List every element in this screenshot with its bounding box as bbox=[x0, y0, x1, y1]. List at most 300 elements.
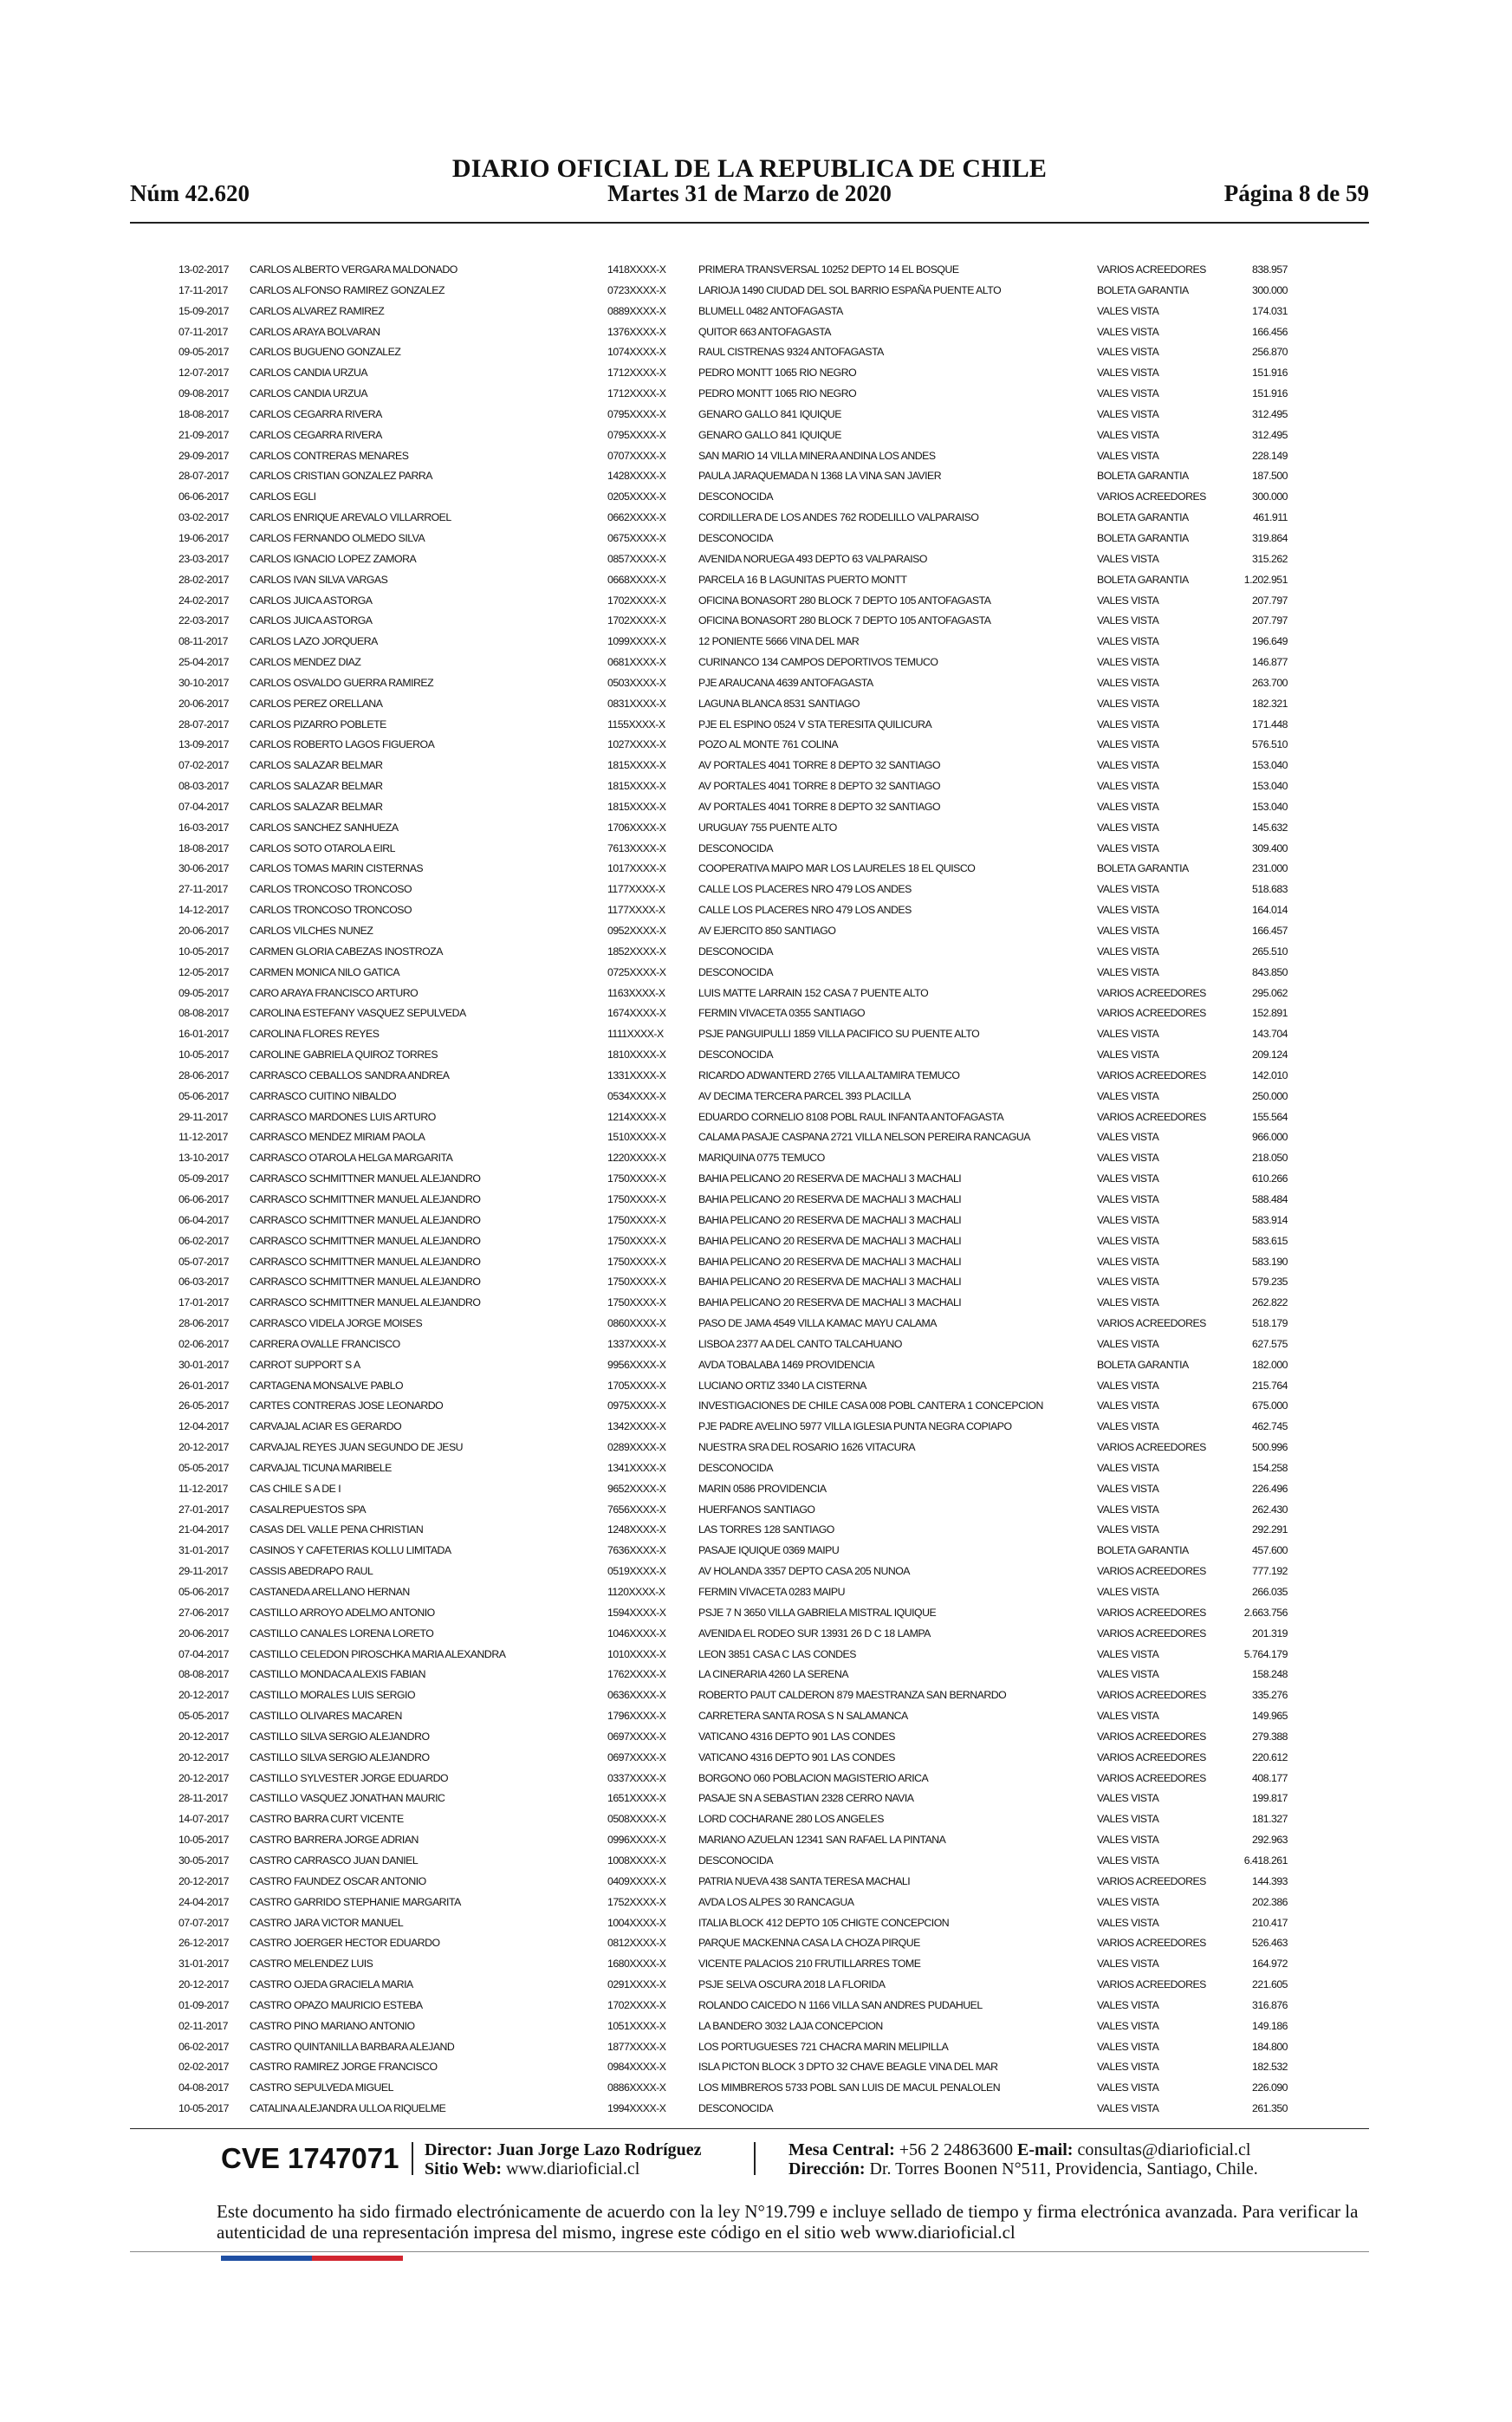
address-cell: LUIS MATTE LARRAIN 152 CASA 7 PUENTE ALTO bbox=[698, 986, 929, 999]
table-row bbox=[178, 1066, 1340, 1087]
type-cell: VALES VISTA bbox=[1097, 1049, 1159, 1062]
type-cell: VALES VISTA bbox=[1097, 2040, 1159, 2053]
amount-cell: 583.914 bbox=[1252, 1213, 1288, 1226]
rut-cell: 0886XXXX-X bbox=[607, 2081, 666, 2094]
address-cell: LORD COCHARANE 280 LOS ANGELES bbox=[698, 1813, 884, 1826]
type-cell: VALES VISTA bbox=[1097, 1482, 1159, 1495]
address-cell: PSJE 7 N 3650 VILLA GABRIELA MISTRAL IQUIQUE bbox=[698, 1606, 937, 1619]
address-cell: MARIANO AZUELAN 12341 SAN RAFAEL LA PINTANA bbox=[698, 1834, 946, 1847]
date-cell: 06-02-2017 bbox=[178, 2040, 229, 2053]
address-cell: OFICINA BONASORT 280 BLOCK 7 DEPTO 105 ANTOFAGASTA bbox=[698, 594, 991, 607]
date-cell: 11-12-2017 bbox=[178, 1482, 228, 1495]
date-cell: 22-03-2017 bbox=[178, 614, 229, 627]
type-cell: VALES VISTA bbox=[1097, 925, 1159, 937]
address-cell: RICARDO ADWANTERD 2765 VILLA ALTAMIRA TEMUCO bbox=[698, 1068, 960, 1081]
name-cell: CARRASCO MENDEZ MIRIAM PAOLA bbox=[250, 1131, 425, 1144]
address-cell: LISBOA 2377 AA DEL CANTO TALCAHUANO bbox=[698, 1337, 902, 1350]
date-cell: 17-11-2017 bbox=[178, 283, 228, 296]
rut-cell: 1752XXXX-X bbox=[607, 1895, 666, 1908]
date-cell: 13-10-2017 bbox=[178, 1152, 229, 1165]
flag-stripe-red bbox=[312, 2256, 403, 2261]
address-cell: AV PORTALES 4041 TORRE 8 DEPTO 32 SANTIAGO bbox=[698, 780, 941, 793]
amount-cell: 210.417 bbox=[1252, 1916, 1288, 1929]
rut-cell: 1994XXXX-X bbox=[607, 2102, 666, 2115]
name-cell: CARLOS ARAYA BOLVARAN bbox=[250, 325, 380, 338]
amount-cell: 316.876 bbox=[1252, 1998, 1288, 2011]
table-row bbox=[178, 1582, 1340, 1603]
name-cell: CASTRO MELENDEZ LUIS bbox=[250, 1958, 373, 1971]
rut-cell: 1651XXXX-X bbox=[607, 1792, 666, 1805]
amount-cell: 263.700 bbox=[1252, 676, 1288, 689]
date-cell: 14-07-2017 bbox=[178, 1813, 229, 1826]
address-cell: DESCONOCIDA bbox=[698, 2102, 774, 2115]
type-cell: VALES VISTA bbox=[1097, 759, 1159, 772]
name-cell: CASTRO SEPULVEDA MIGUEL bbox=[250, 2081, 393, 2094]
address-cell: VATICANO 4316 DEPTO 901 LAS CONDES bbox=[698, 1730, 895, 1743]
rut-cell: 7613XXXX-X bbox=[607, 841, 666, 854]
address-cell: LA CINERARIA 4260 LA SERENA bbox=[698, 1668, 849, 1681]
type-cell: VALES VISTA bbox=[1097, 614, 1159, 627]
rut-cell: 0725XXXX-X bbox=[607, 965, 666, 978]
address-cell: LOS MIMBREROS 5733 POBL SAN LUIS DE MACUL PENALOLEN bbox=[698, 2081, 1001, 2094]
table-row bbox=[178, 302, 1340, 322]
amount-cell: 300.000 bbox=[1252, 283, 1288, 296]
type-cell: VALES VISTA bbox=[1097, 656, 1159, 669]
name-cell: CASTILLO VASQUEZ JONATHAN MAURIC bbox=[250, 1792, 445, 1805]
table-row bbox=[178, 446, 1340, 467]
table-row bbox=[178, 1107, 1340, 1128]
amount-cell: 184.800 bbox=[1252, 2040, 1288, 2053]
table-row bbox=[178, 1479, 1340, 1500]
address-cell: LOS PORTUGUESES 721 CHACRA MARIN MELIPILLA bbox=[698, 2040, 949, 2053]
amount-cell: 154.258 bbox=[1252, 1461, 1288, 1474]
type-cell: VALES VISTA bbox=[1097, 1028, 1159, 1041]
flag-stripe-blue bbox=[221, 2256, 312, 2261]
table-row bbox=[178, 1954, 1340, 1975]
table-row bbox=[178, 1376, 1340, 1397]
name-cell: CARO ARAYA FRANCISCO ARTURO bbox=[250, 986, 419, 999]
name-cell: CASAS DEL VALLE PENA CHRISTIAN bbox=[250, 1523, 424, 1536]
address-cell: PRIMERA TRANSVERSAL 10252 DEPTO 14 EL BOSQUE bbox=[698, 263, 959, 276]
type-cell: VALES VISTA bbox=[1097, 552, 1159, 565]
type-cell: VARIOS ACREEDORES bbox=[1097, 1874, 1206, 1887]
table-row bbox=[178, 1252, 1340, 1273]
amount-cell: 153.040 bbox=[1252, 800, 1288, 813]
type-cell: VALES VISTA bbox=[1097, 1461, 1159, 1474]
address-cell: BAHIA PELICANO 20 RESERVA DE MACHALI 3 MACHALI bbox=[698, 1192, 962, 1205]
table-row bbox=[178, 342, 1340, 363]
rut-cell: 0409XXXX-X bbox=[607, 1874, 666, 1887]
name-cell: CARRASCO OTAROLA HELGA MARGARITA bbox=[250, 1152, 453, 1165]
date-cell: 12-04-2017 bbox=[178, 1420, 229, 1433]
amount-cell: 231.000 bbox=[1252, 862, 1288, 875]
amount-cell: 174.031 bbox=[1252, 304, 1288, 317]
amount-cell: 309.400 bbox=[1252, 841, 1288, 854]
name-cell: CATALINA ALEJANDRA ULLOA RIQUELME bbox=[250, 2102, 446, 2115]
table-row bbox=[178, 942, 1340, 963]
date-cell: 20-06-2017 bbox=[178, 697, 229, 710]
date-cell: 21-09-2017 bbox=[178, 428, 229, 441]
name-cell: CARRASCO CUITINO NIBALDO bbox=[250, 1089, 397, 1102]
type-cell: VALES VISTA bbox=[1097, 2061, 1159, 2074]
table-row bbox=[178, 797, 1340, 818]
name-cell: CARLOS TOMAS MARIN CISTERNAS bbox=[250, 862, 424, 875]
date-cell: 09-05-2017 bbox=[178, 986, 229, 999]
amount-cell: 151.916 bbox=[1252, 387, 1288, 400]
rut-cell: 1712XXXX-X bbox=[607, 367, 666, 380]
name-cell: CARLOS ENRIQUE AREVALO VILLARROEL bbox=[250, 511, 451, 524]
amount-cell: 777.192 bbox=[1252, 1565, 1288, 1578]
date-cell: 29-09-2017 bbox=[178, 449, 229, 462]
rut-cell: 0812XXXX-X bbox=[607, 1937, 666, 1950]
address-cell: RAUL CISTRENAS 9324 ANTOFAGASTA bbox=[698, 346, 884, 359]
date-cell: 20-06-2017 bbox=[178, 925, 229, 937]
table-row bbox=[178, 1830, 1340, 1851]
rut-cell: 1248XXXX-X bbox=[607, 1523, 666, 1536]
mesa-phone: +56 2 24863600 bbox=[899, 2140, 1014, 2159]
table-row bbox=[178, 756, 1340, 776]
amount-cell: 335.276 bbox=[1252, 1689, 1288, 1702]
amount-cell: 579.235 bbox=[1252, 1276, 1288, 1289]
amount-cell: 166.456 bbox=[1252, 325, 1288, 338]
date-cell: 07-02-2017 bbox=[178, 759, 229, 772]
date-cell: 10-05-2017 bbox=[178, 945, 229, 958]
rut-cell: 1702XXXX-X bbox=[607, 1998, 666, 2011]
table-row bbox=[178, 384, 1340, 405]
date-cell: 08-11-2017 bbox=[178, 635, 228, 648]
amount-cell: 583.615 bbox=[1252, 1234, 1288, 1247]
table-row bbox=[178, 735, 1340, 756]
name-cell: CASTRO BARRERA JORGE ADRIAN bbox=[250, 1834, 419, 1847]
name-cell: CARLOS VILCHES NUNEZ bbox=[250, 925, 373, 937]
type-cell: VALES VISTA bbox=[1097, 738, 1159, 751]
amount-cell: 292.963 bbox=[1252, 1834, 1288, 1847]
amount-cell: 221.605 bbox=[1252, 1978, 1288, 1991]
type-cell: VALES VISTA bbox=[1097, 904, 1159, 917]
table-row bbox=[178, 1190, 1340, 1211]
table-row bbox=[178, 1438, 1340, 1458]
amount-cell: 300.000 bbox=[1252, 490, 1288, 503]
type-cell: VALES VISTA bbox=[1097, 1998, 1159, 2011]
amount-cell: 182.000 bbox=[1252, 1358, 1288, 1371]
table-row bbox=[178, 694, 1340, 715]
name-cell: CARLOS ALBERTO VERGARA MALDONADO bbox=[250, 263, 457, 276]
name-cell: CASTRO OPAZO MAURICIO ESTEBA bbox=[250, 1998, 423, 2011]
rut-cell: 1815XXXX-X bbox=[607, 800, 666, 813]
type-cell: VALES VISTA bbox=[1097, 1503, 1159, 1516]
name-cell: CASTILLO SILVA SERGIO ALEJANDRO bbox=[250, 1730, 430, 1743]
rut-cell: 1750XXXX-X bbox=[607, 1172, 666, 1185]
date-cell: 23-03-2017 bbox=[178, 552, 229, 565]
web-link[interactable]: www.diarioficial.cl bbox=[506, 2159, 640, 2179]
table-row bbox=[178, 1665, 1340, 1685]
date-cell: 08-08-2017 bbox=[178, 1007, 229, 1020]
name-cell: CASTRO JOERGER HECTOR EDUARDO bbox=[250, 1937, 440, 1950]
date-cell: 07-07-2017 bbox=[178, 1916, 229, 1929]
type-cell: VARIOS ACREEDORES bbox=[1097, 1068, 1206, 1081]
table-row bbox=[178, 880, 1340, 900]
table-row bbox=[178, 963, 1340, 984]
address-cell: PSJE PANGUIPULLI 1859 VILLA PACIFICO SU PUENTE ALTO bbox=[698, 1028, 980, 1041]
rut-cell: 1810XXXX-X bbox=[607, 1049, 666, 1062]
name-cell: CARRASCO SCHMITTNER MANUEL ALEJANDRO bbox=[250, 1172, 481, 1185]
table-row bbox=[178, 776, 1340, 797]
date-cell: 02-02-2017 bbox=[178, 2061, 229, 2074]
type-cell: VALES VISTA bbox=[1097, 1399, 1159, 1412]
amount-cell: 675.000 bbox=[1252, 1399, 1288, 1412]
amount-cell: 262.822 bbox=[1252, 1296, 1288, 1309]
table-row bbox=[178, 2016, 1340, 2037]
amount-cell: 152.891 bbox=[1252, 1007, 1288, 1020]
table-row bbox=[178, 425, 1340, 446]
amount-cell: 2.663.756 bbox=[1243, 1606, 1288, 1619]
date-cell: 10-05-2017 bbox=[178, 1834, 229, 1847]
type-cell: VALES VISTA bbox=[1097, 2081, 1159, 2094]
amount-cell: 610.266 bbox=[1252, 1172, 1288, 1185]
address-label: Dirección: bbox=[788, 2159, 866, 2179]
name-cell: CASTRO RAMIREZ JORGE FRANCISCO bbox=[250, 2061, 438, 2074]
rut-cell: 1046XXXX-X bbox=[607, 1627, 666, 1640]
name-cell: CARLOS ROBERTO LAGOS FIGUEROA bbox=[250, 738, 435, 751]
records-table bbox=[178, 260, 1340, 2120]
name-cell: CASTILLO ARROYO ADELMO ANTONIO bbox=[250, 1606, 435, 1619]
rut-cell: 0857XXXX-X bbox=[607, 552, 666, 565]
rut-cell: 1337XXXX-X bbox=[607, 1337, 666, 1350]
name-cell: CARLOS IGNACIO LOPEZ ZAMORA bbox=[250, 552, 417, 565]
rut-cell: 0889XXXX-X bbox=[607, 304, 666, 317]
rut-cell: 0519XXXX-X bbox=[607, 1565, 666, 1578]
table-row bbox=[178, 818, 1340, 839]
type-cell: BOLETA GARANTIA bbox=[1097, 470, 1189, 483]
name-cell: CASINOS Y CAFETERIAS KOLLU LIMITADA bbox=[250, 1544, 451, 1557]
address-cell: PASAJE IQUIQUE 0369 MAIPU bbox=[698, 1544, 840, 1557]
address-cell: COOPERATIVA MAIPO MAR LOS LAURELES 18 EL QUISCO bbox=[698, 862, 976, 875]
rut-cell: 1177XXXX-X bbox=[607, 904, 665, 917]
name-cell: CARLOS CEGARRA RIVERA bbox=[250, 428, 382, 441]
date-cell: 05-05-2017 bbox=[178, 1710, 229, 1723]
type-cell: VARIOS ACREEDORES bbox=[1097, 1937, 1206, 1950]
date-cell: 06-06-2017 bbox=[178, 490, 229, 503]
date-cell: 02-06-2017 bbox=[178, 1337, 229, 1350]
date-cell: 20-12-2017 bbox=[178, 1978, 229, 1991]
table-row bbox=[178, 611, 1340, 632]
type-cell: VALES VISTA bbox=[1097, 1854, 1159, 1867]
date-cell: 28-02-2017 bbox=[178, 573, 229, 586]
date-cell: 11-12-2017 bbox=[178, 1131, 228, 1144]
rut-cell: 0636XXXX-X bbox=[607, 1689, 666, 1702]
rut-cell: 1762XXXX-X bbox=[607, 1668, 666, 1681]
address-cell: ISLA PICTON BLOCK 3 DPTO 32 CHAVE BEAGLE VINA DEL MAR bbox=[698, 2061, 998, 2074]
type-cell: VALES VISTA bbox=[1097, 2102, 1159, 2115]
name-cell: CARRASCO SCHMITTNER MANUEL ALEJANDRO bbox=[250, 1296, 481, 1309]
email-link[interactable]: consultas@diarioficial.cl bbox=[1077, 2140, 1251, 2159]
table-row bbox=[178, 1355, 1340, 1376]
name-cell: CASTILLO SILVA SERGIO ALEJANDRO bbox=[250, 1750, 430, 1763]
address-cell: DESCONOCIDA bbox=[698, 1854, 774, 1867]
table-row bbox=[178, 1293, 1340, 1314]
date-cell: 25-04-2017 bbox=[178, 656, 229, 669]
table-row bbox=[178, 466, 1340, 487]
date-cell: 02-11-2017 bbox=[178, 2019, 228, 2032]
name-cell: CARTES CONTRERAS JOSE LEONARDO bbox=[250, 1399, 444, 1412]
table-row bbox=[178, 1933, 1340, 1954]
type-cell: VALES VISTA bbox=[1097, 594, 1159, 607]
name-cell: CARLOS SOTO OTAROLA EIRL bbox=[250, 841, 395, 854]
table-row bbox=[178, 487, 1340, 508]
table-row bbox=[178, 405, 1340, 425]
type-cell: VALES VISTA bbox=[1097, 1916, 1159, 1929]
name-cell: CASTILLO MONDACA ALEXIS FABIAN bbox=[250, 1668, 425, 1681]
name-cell: CARRASCO SCHMITTNER MANUEL ALEJANDRO bbox=[250, 1255, 481, 1268]
amount-cell: 518.683 bbox=[1252, 883, 1288, 896]
name-cell: CARMEN GLORIA CABEZAS INOSTROZA bbox=[250, 945, 443, 958]
email-label: E-mail: bbox=[1017, 2140, 1074, 2159]
table-row bbox=[178, 1748, 1340, 1769]
amount-cell: 187.500 bbox=[1252, 470, 1288, 483]
publication-title: DIARIO OFICIAL DE LA REPUBLICA DE CHILE bbox=[451, 154, 1048, 183]
issue-date: Martes 31 de Marzo de 2020 bbox=[607, 180, 892, 206]
name-cell: CARVAJAL REYES JUAN SEGUNDO DE JESU bbox=[250, 1441, 464, 1454]
date-cell: 27-06-2017 bbox=[178, 1606, 229, 1619]
amount-cell: 155.564 bbox=[1252, 1110, 1288, 1123]
type-cell: VALES VISTA bbox=[1097, 965, 1159, 978]
name-cell: CARLOS MENDEZ DIAZ bbox=[250, 656, 361, 669]
amount-cell: 843.850 bbox=[1252, 965, 1288, 978]
type-cell: VALES VISTA bbox=[1097, 800, 1159, 813]
address-cell: PARQUE MACKENNA CASA LA CHOZA PIRQUE bbox=[698, 1937, 920, 1950]
type-cell: VARIOS ACREEDORES bbox=[1097, 490, 1206, 503]
rut-cell: 1680XXXX-X bbox=[607, 1958, 666, 1971]
amount-cell: 153.040 bbox=[1252, 780, 1288, 793]
amount-cell: 838.957 bbox=[1252, 263, 1288, 276]
table-row bbox=[178, 1603, 1340, 1624]
type-cell: VALES VISTA bbox=[1097, 945, 1159, 958]
table-row bbox=[178, 1893, 1340, 1913]
name-cell: CAS CHILE S A DE I bbox=[250, 1482, 341, 1495]
table-row bbox=[178, 984, 1340, 1004]
table-row bbox=[178, 322, 1340, 343]
name-cell: CAROLINA FLORES REYES bbox=[250, 1028, 380, 1041]
date-cell: 20-12-2017 bbox=[178, 1874, 229, 1887]
rut-cell: 0996XXXX-X bbox=[607, 1834, 666, 1847]
rut-cell: 0534XXXX-X bbox=[607, 1089, 666, 1102]
address-cell: AVENIDA NORUEGA 493 DEPTO 63 VALPARAISO bbox=[698, 552, 927, 565]
rut-cell: 1702XXXX-X bbox=[607, 614, 666, 627]
rut-cell: 0668XXXX-X bbox=[607, 573, 666, 586]
table-row bbox=[178, 1727, 1340, 1748]
footer-separator bbox=[754, 2142, 756, 2175]
address-cell: BORGONO 060 POBLACION MAGISTERIO ARICA bbox=[698, 1771, 929, 1784]
address-cell: 12 PONIENTE 5666 VINA DEL MAR bbox=[698, 635, 860, 648]
address-cell: BLUMELL 0482 ANTOFAGASTA bbox=[698, 304, 843, 317]
type-cell: VALES VISTA bbox=[1097, 1834, 1159, 1847]
name-cell: CARLOS TRONCOSO TRONCOSO bbox=[250, 904, 412, 917]
address-cell: CORDILLERA DE LOS ANDES 762 RODELILLO VALPARAISO bbox=[698, 511, 979, 524]
type-cell: VALES VISTA bbox=[1097, 1089, 1159, 1102]
address-cell: EDUARDO CORNELIO 8108 POBL RAUL INFANTA ANTOFAGASTA bbox=[698, 1110, 1004, 1123]
name-cell: CARLOS SALAZAR BELMAR bbox=[250, 800, 383, 813]
rut-cell: 1099XXXX-X bbox=[607, 635, 666, 648]
address-cell: BAHIA PELICANO 20 RESERVA DE MACHALI 3 MACHALI bbox=[698, 1213, 962, 1226]
type-cell: VARIOS ACREEDORES bbox=[1097, 1627, 1206, 1640]
address-cell: FERMIN VIVACETA 0355 SANTIAGO bbox=[698, 1007, 866, 1020]
address-cell: PEDRO MONTT 1065 RIO NEGRO bbox=[698, 367, 857, 380]
rut-cell: 1376XXXX-X bbox=[607, 325, 666, 338]
amount-cell: 266.035 bbox=[1252, 1586, 1288, 1598]
date-cell: 20-12-2017 bbox=[178, 1730, 229, 1743]
address-cell: AV HOLANDA 3357 DEPTO CASA 205 NUNOA bbox=[698, 1565, 910, 1578]
name-cell: CARLOS CEGARRA RIVERA bbox=[250, 407, 382, 420]
address-cell: VICENTE PALACIOS 210 FRUTILLARRES TOME bbox=[698, 1958, 921, 1971]
amount-cell: 518.179 bbox=[1252, 1317, 1288, 1330]
name-cell: CASTILLO SYLVESTER JORGE EDUARDO bbox=[250, 1771, 449, 1784]
type-cell: VALES VISTA bbox=[1097, 635, 1159, 648]
table-row bbox=[178, 1996, 1340, 2016]
table-row bbox=[178, 1685, 1340, 1706]
amount-cell: 408.177 bbox=[1252, 1771, 1288, 1784]
type-cell: VALES VISTA bbox=[1097, 1958, 1159, 1971]
rut-cell: 1111XXXX-X bbox=[607, 1028, 664, 1041]
amount-cell: 6.418.261 bbox=[1243, 1854, 1288, 1867]
mesa-label: Mesa Central: bbox=[788, 2140, 895, 2159]
type-cell: BOLETA GARANTIA bbox=[1097, 1358, 1189, 1371]
address-cell: PSJE SELVA OSCURA 2018 LA FLORIDA bbox=[698, 1978, 886, 1991]
type-cell: VARIOS ACREEDORES bbox=[1097, 1007, 1206, 1020]
rut-cell: 7636XXXX-X bbox=[607, 1544, 666, 1557]
address-cell: BAHIA PELICANO 20 RESERVA DE MACHALI 3 MACHALI bbox=[698, 1234, 962, 1247]
rut-cell: 1428XXXX-X bbox=[607, 470, 666, 483]
address-cell: DESCONOCIDA bbox=[698, 531, 774, 544]
amount-cell: 526.463 bbox=[1252, 1937, 1288, 1950]
name-cell: CARTAGENA MONSALVE PABLO bbox=[250, 1379, 404, 1392]
name-cell: CARRASCO SCHMITTNER MANUEL ALEJANDRO bbox=[250, 1234, 481, 1247]
amount-cell: 218.050 bbox=[1252, 1152, 1288, 1165]
table-row bbox=[178, 1624, 1340, 1645]
address-cell: FERMIN VIVACETA 0283 MAIPU bbox=[698, 1586, 845, 1598]
date-cell: 07-04-2017 bbox=[178, 800, 229, 813]
address-cell: CALLE LOS PLACERES NRO 479 LOS ANDES bbox=[698, 883, 912, 896]
address-cell: PATRIA NUEVA 438 SANTA TERESA MACHALI bbox=[698, 1874, 911, 1887]
type-cell: VALES VISTA bbox=[1097, 325, 1159, 338]
address-cell: PAULA JARAQUEMADA N 1368 LA VINA SAN JAVIER bbox=[698, 470, 942, 483]
date-cell: 24-02-2017 bbox=[178, 594, 229, 607]
table-row bbox=[178, 715, 1340, 736]
rut-cell: 0681XXXX-X bbox=[607, 656, 666, 669]
table-row bbox=[178, 529, 1340, 549]
date-cell: 08-08-2017 bbox=[178, 1668, 229, 1681]
table-row bbox=[178, 1127, 1340, 1148]
address-cell: CALLE LOS PLACERES NRO 479 LOS ANDES bbox=[698, 904, 912, 917]
address-cell: PJE PADRE AVELINO 5977 VILLA IGLESIA PUNTA NEGRA COPIAPO bbox=[698, 1420, 1012, 1433]
table-row bbox=[178, 1169, 1340, 1190]
table-row bbox=[178, 281, 1340, 302]
date-cell: 16-01-2017 bbox=[178, 1028, 229, 1041]
footer-separator bbox=[412, 2142, 413, 2175]
rut-cell: 1750XXXX-X bbox=[607, 1192, 666, 1205]
table-row bbox=[178, 632, 1340, 653]
rut-cell: 9652XXXX-X bbox=[607, 1482, 666, 1495]
name-cell: CARRASCO CEBALLOS SANDRA ANDREA bbox=[250, 1068, 450, 1081]
table-row bbox=[178, 1334, 1340, 1355]
name-cell: CASTRO OJEDA GRACIELA MARIA bbox=[250, 1978, 413, 1991]
page-number: Página 8 de 59 bbox=[1223, 180, 1369, 206]
type-cell: VALES VISTA bbox=[1097, 1192, 1159, 1205]
address-cell: ROLANDO CAICEDO N 1166 VILLA SAN ANDRES PUDAHUEL bbox=[698, 1998, 983, 2011]
date-cell: 05-07-2017 bbox=[178, 1255, 229, 1268]
table-row bbox=[178, 2078, 1340, 2099]
address-cell: MARIQUINA 0775 TEMUCO bbox=[698, 1152, 825, 1165]
amount-cell: 295.062 bbox=[1252, 986, 1288, 999]
